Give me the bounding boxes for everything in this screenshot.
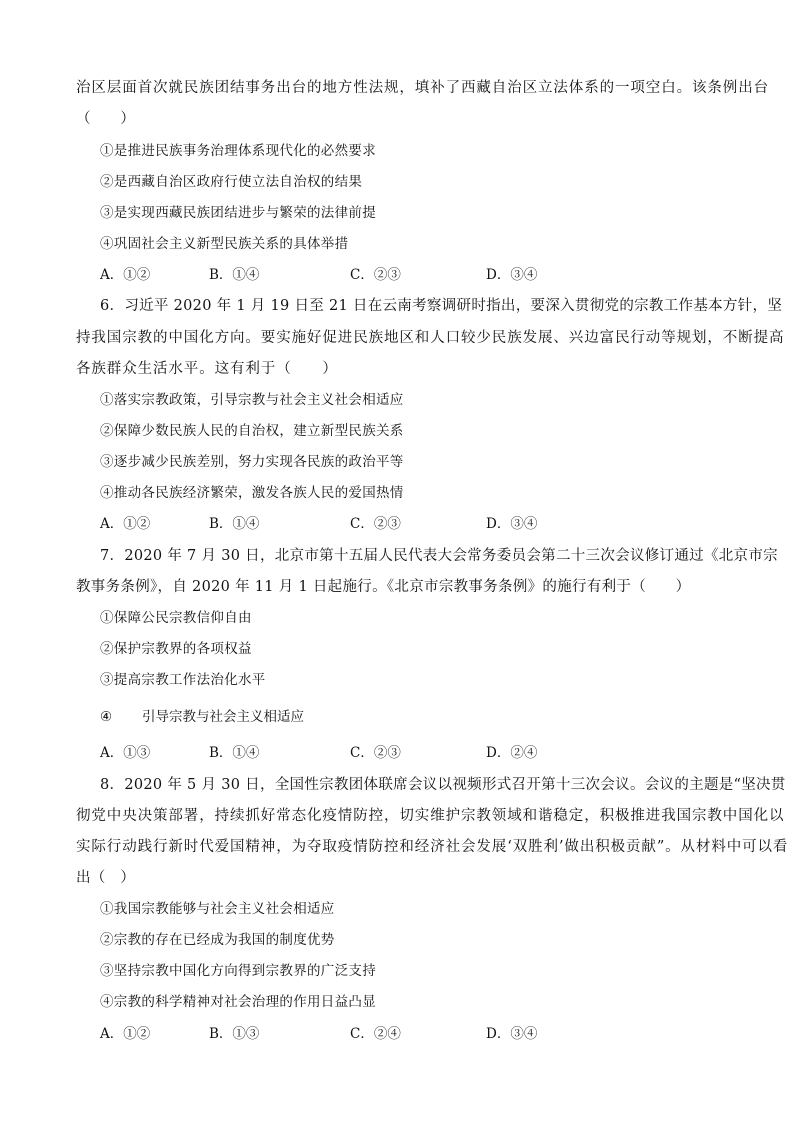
q8-option-b[interactable]: B．①③	[209, 1026, 260, 1042]
q5-option-c[interactable]: C．②③	[350, 267, 401, 283]
q8-option-c[interactable]: C．②④	[350, 1026, 401, 1042]
q7-stem-line: 7．2020 年 7 月 30 日，北京市第十五届人民代表大会常务委员会第二十三次会议修订通过《北京市宗	[100, 548, 778, 564]
q7-option-b[interactable]: B．①④	[209, 745, 260, 761]
q7-stem-line: 教事务条例》，自 2020 年 11 月 1 日起施行。《北京市宗教事务条例》的施行有利于（ ）	[76, 579, 691, 595]
q7-item-3: ③提高宗教工作法治化水平	[100, 672, 266, 688]
q7-option-a[interactable]: A．①③	[100, 745, 151, 761]
q7-item-4-number: ④	[100, 709, 113, 725]
q5-option-b[interactable]: B．①④	[209, 267, 260, 283]
q7-item-4: 引导宗教与社会主义相适应	[142, 709, 304, 725]
q6-stem-line: 各族群众生活水平。这有利于（ ）	[76, 361, 338, 377]
q6-option-c[interactable]: C．②③	[350, 516, 401, 532]
q6-item-2: ②保障少数民族人民的自治权，建立新型民族关系	[100, 423, 404, 439]
q5-item-2: ②是西藏自治区政府行使立法自治权的结果	[100, 174, 363, 190]
q6-option-d[interactable]: D．③④	[486, 516, 538, 532]
q5-stem-line: 治区层面首次就民族团结事务出台的地方性法规，填补了西藏自治区立法体系的一项空白。该条例出台	[76, 80, 769, 96]
q5-option-d[interactable]: D．③④	[486, 267, 538, 283]
q6-stem-line: 6．习近平 2020 年 1 月 19 日至 21 日在云南考察调研时指出，要深入贯彻党的宗教工作基本方针，坚	[100, 298, 783, 314]
q6-option-a[interactable]: A．①②	[100, 516, 151, 532]
q6-item-3: ③逐步减少民族差别，努力实现各民族的政治平等	[100, 454, 404, 470]
q8-option-a[interactable]: A．①②	[100, 1026, 151, 1042]
q5-item-4: ④巩固社会主义新型民族关系的具体举措	[100, 236, 349, 252]
q7-item-1: ①保障公民宗教信仰自由	[100, 610, 252, 626]
q8-option-d[interactable]: D．③④	[486, 1026, 538, 1042]
q6-item-4: ④推动各民族经济繁荣，激发各族人民的爱国热情	[100, 485, 404, 501]
q8-stem-line: 彻党中央决策部署，持续抓好常态化疫情防控，切实维护宗教领域和谐稳定，积极推进我国宗教中国化以	[76, 808, 785, 824]
q7-option-c[interactable]: C．②③	[350, 745, 401, 761]
q8-item-3: ③坚持宗教中国化方向得到宗教界的广泛支持	[100, 963, 376, 979]
q8-item-1: ①我国宗教能够与社会主义社会相适应	[100, 901, 335, 917]
q8-item-2: ②宗教的存在已经成为我国的制度优势	[100, 932, 335, 948]
q8-stem-line: 8．2020 年 5 月 30 日，全国性宗教团体联席会议以视频形式召开第十三次会议。会议的主题是“坚决贯	[100, 777, 786, 793]
q6-item-1: ①落实宗教政策，引导宗教与社会主义社会相适应	[100, 392, 404, 408]
q5-item-1: ①是推进民族事务治理体系现代化的必然要求	[100, 143, 376, 159]
q5-answer-blank: （ ）	[76, 111, 136, 127]
q6-stem-line: 持我国宗教的中国化方向。要实施好促进民族地区和人口较少民族发展、兴边富民行动等规划，不断提高	[76, 330, 785, 346]
q5-item-3: ③是实现西藏民族团结进步与繁荣的法律前提	[100, 205, 376, 221]
q7-option-d[interactable]: D．②④	[486, 745, 538, 761]
q8-stem-line: 实际行动践行新时代爱国精神，为夺取疫情防控和经济社会发展‘双胜利’做出积极贡献”。从材料中可以看	[76, 839, 789, 855]
q6-option-b[interactable]: B．①④	[209, 516, 260, 532]
q8-answer-blank: 出（ ）	[76, 870, 136, 886]
q8-item-4: ④宗教的科学精神对社会治理的作用日益凸显	[100, 994, 376, 1010]
q5-option-a[interactable]: A．①②	[100, 267, 151, 283]
q7-item-2: ②保护宗教界的各项权益	[100, 641, 252, 657]
